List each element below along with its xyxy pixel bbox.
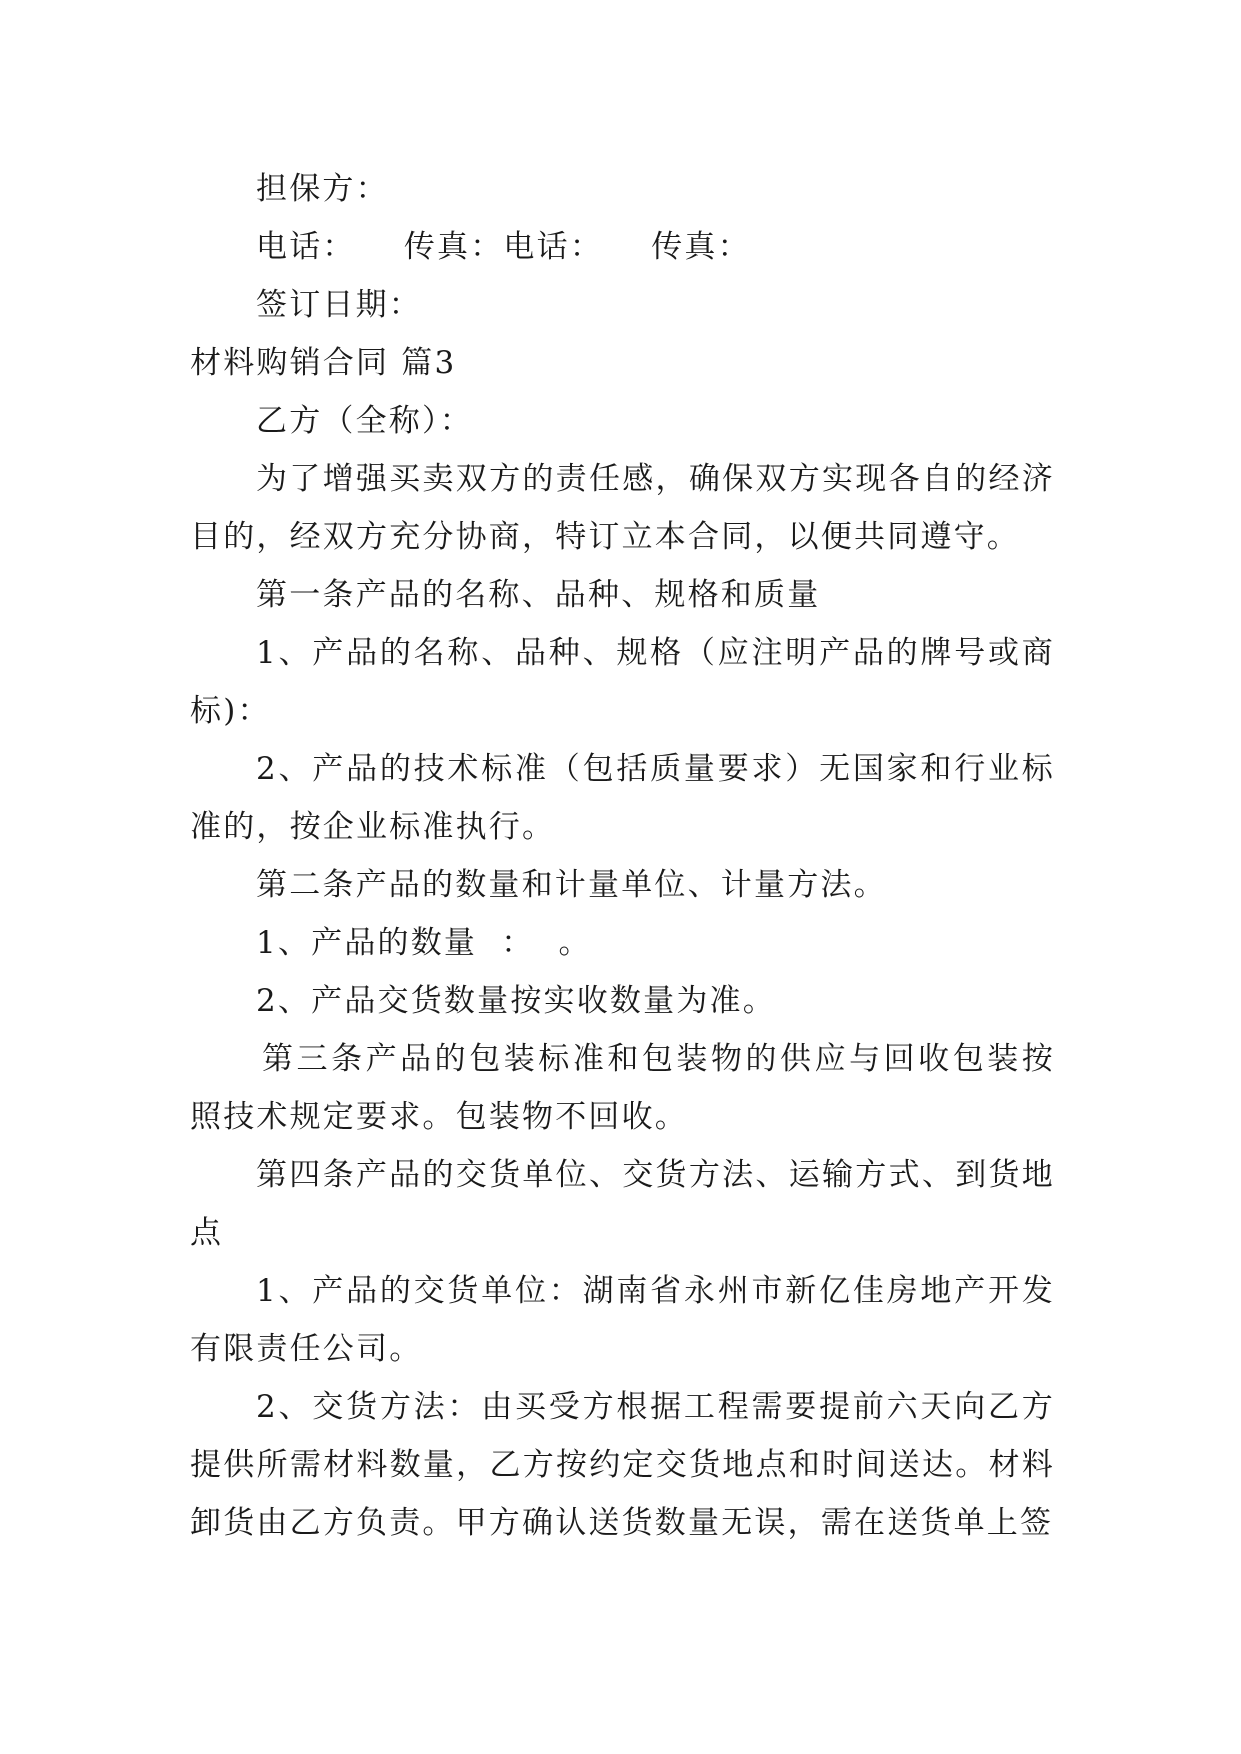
article-4-heading: 第四条产品的交货单位、交货方法、运输方式、到货地点: [190, 1157, 1055, 1251]
article-2-item-1: 1、产品的数量 ： 。: [256, 925, 592, 961]
party-b-line: 乙方（全称）：: [256, 403, 473, 439]
guarantor-line: 担保方：: [256, 171, 389, 207]
sign-date-line: 签订日期：: [256, 287, 422, 323]
article-1-item-1: 1、产品的名称、品种、规格（应注明产品的牌号或商标)：: [190, 635, 1055, 729]
article-3-paragraph: 第三条产品的包装标准和包装物的供应与回收包装按照技术规定要求。包装物不回收。: [190, 1041, 1055, 1135]
article-2-item-2: 2、产品交货数量按实收数量为准。: [256, 983, 776, 1019]
purpose-paragraph: 为了增强买卖双方的责任感，确保双方实现各自的经济目的，经双方充分协商，特订立本合同，以便共同遵守。: [190, 461, 1055, 555]
contract-text: [190, 160, 1055, 1552]
article-1-item-2: 2、产品的技术标准（包括质量要求）无国家和行业标准的，按企业标准执行。: [190, 751, 1055, 845]
article-2-heading: 第二条产品的数量和计量单位、计量方法。: [256, 867, 887, 903]
section-title: 材料购销合同 篇3: [190, 345, 457, 381]
phone-fax-line: 电话： 传真：电话： 传真：: [256, 229, 751, 265]
article-1-heading: 第一条产品的名称、品种、规格和质量: [256, 577, 821, 613]
article-4-item-1: 1、产品的交货单位：湖南省永州市新亿佳房地产开发有限责任公司。: [190, 1273, 1055, 1367]
article-4-item-2: 2、交货方法：由买受方根据工程需要提前六天向乙方提供所需材料数量，乙方按约定交货地点和时间送达。材料卸货由乙方负责。甲方确认送货数量无误，需在送货单上签: [190, 1389, 1055, 1541]
